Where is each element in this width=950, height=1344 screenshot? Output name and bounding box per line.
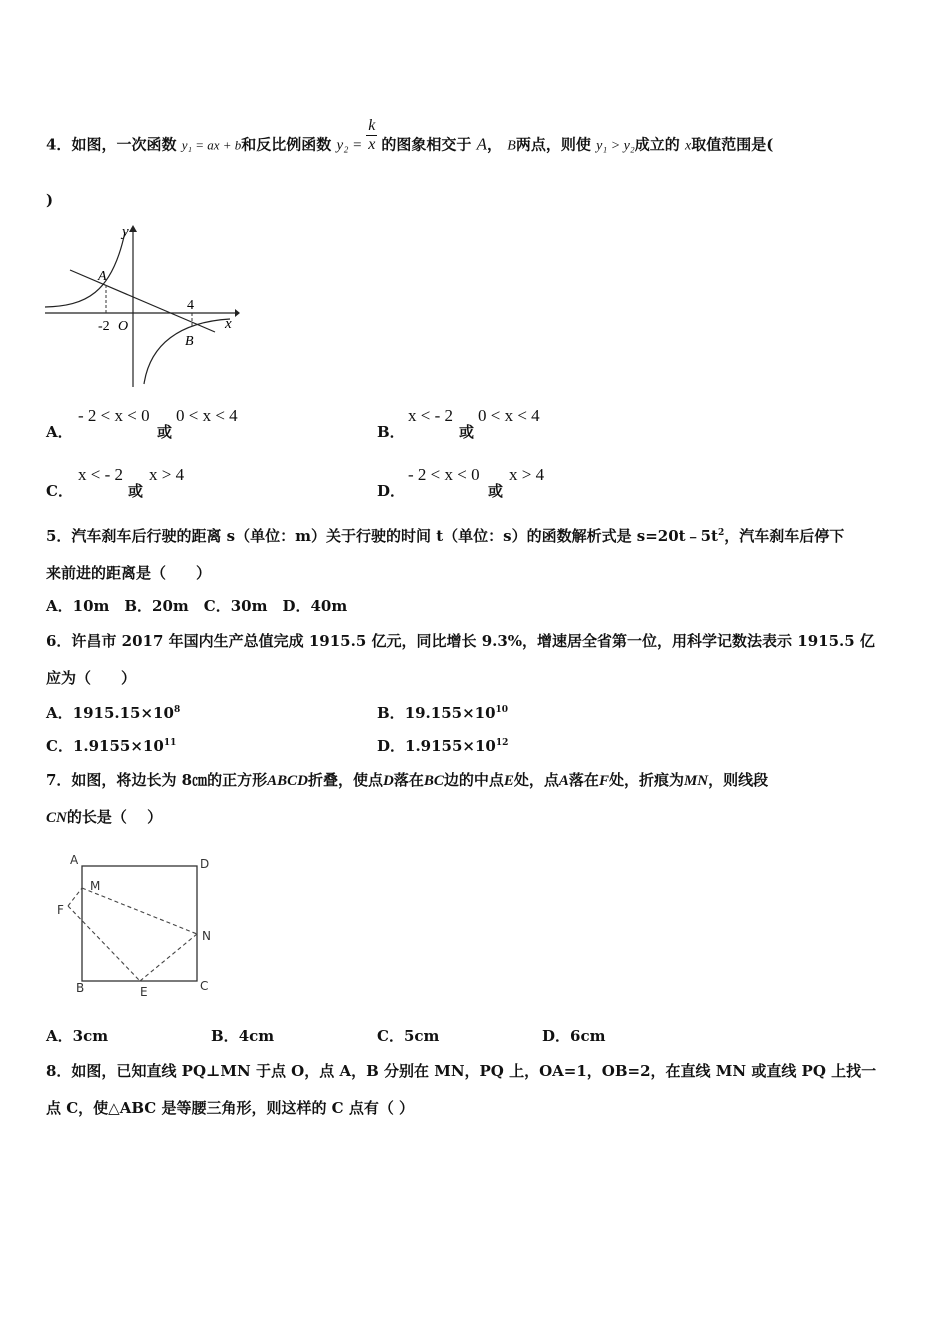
q7-option-d[interactable]: D．6cm (542, 1027, 606, 1045)
label-n: N (202, 929, 211, 943)
x-axis-arrow (235, 309, 240, 317)
q4-number: 4． (46, 135, 72, 154)
inverse-function-fraction: $\frac{k}{x}$ (368, 117, 376, 153)
q4-stem-line1: 4．如图，一次函数 y₁ = ax + b和反比例函数 y₂ = $\frac{k}{x}$ 的图象相交于 A， B两点，则使 y₁ > y₂成立的 x取值范围是( (46, 117, 774, 154)
label-d: D (200, 857, 210, 871)
q6-option-d[interactable]: D．$1.9155\times 10^{12}$ (377, 737, 509, 755)
q4-function-graph (40, 222, 240, 392)
label-b: B (76, 981, 85, 995)
y-axis-arrow (129, 225, 137, 232)
q6-option-b[interactable]: B．$19.155\times 10^{10}$ (377, 704, 509, 722)
label-a: A (70, 853, 79, 867)
q8-stem-line2: 点 C，使△ABC 是等腰三角形，则这样的 C 点有（ ） (46, 1099, 415, 1117)
hyperbola-branch-right (144, 319, 230, 384)
q7-folding-figure (52, 848, 242, 998)
linear-function-formula: y₁ = ax + b (181, 137, 242, 153)
q8-stem-line1: 8．如图，已知直线 PQ⊥MN 于点 O，点 A，B 分别在 MN，PQ 上，OA=1，OB=2，在直线 MN 或直线 PQ 上找一 (46, 1062, 877, 1080)
q5-stem-line1: 5．汽车刹车后行驶的距离 s（单位：m）关于行驶的时间 t（单位：s）的函数解析式是 $s=20t﹣5t^2$，汽车刹车后停下 (46, 527, 845, 545)
q6-stem-line2: 应为（ ） (46, 669, 137, 687)
q6-option-c[interactable]: C．$1.9155\times 10^{11}$ (46, 737, 177, 755)
label-m: M (90, 879, 101, 893)
label-f: F (57, 903, 64, 917)
crease-mn (82, 888, 197, 934)
q6-option-a[interactable]: A．$1915.15\times 10^8$ (46, 704, 181, 722)
y-axis-label: y (122, 224, 129, 240)
segment-fe (68, 906, 140, 981)
four-label: 4 (187, 298, 194, 313)
hyperbola-branch-left (45, 232, 125, 307)
q7-stem-line1: 7．如图，将边长为 8㎝的正方形ABCD折叠，使点D落在BC边的中点E处，点A落在F处，折痕为MN，则线段 (46, 771, 769, 789)
q5-options[interactable]: A．10m B．20m C．30m D．40m (46, 597, 348, 615)
q6-stem-line1: 6．许昌市 2017 年国内生产总值完成 1915.5 亿元，同比增长 9.3%，增速居全省第一位，用科学记数法表示 1915.5 亿 (46, 632, 875, 650)
q4-stem-line2: ) (46, 191, 54, 209)
point-a-label: A (98, 269, 107, 284)
q7-stem-line2: CN的长是（ ） (46, 808, 163, 826)
q7-option-b[interactable]: B．4cm (211, 1027, 275, 1045)
label-e: E (140, 985, 148, 998)
segment-en (140, 934, 197, 981)
inverse-function-lhs: y₂ = (336, 137, 363, 154)
origin-label: O (118, 319, 129, 334)
x-axis-label: x (225, 316, 232, 332)
label-c: C (200, 979, 209, 993)
q7-option-a[interactable]: A．3cm (46, 1027, 109, 1045)
q7-option-c[interactable]: C．5cm (377, 1027, 440, 1045)
condition-formula: y₁ > y₂ (596, 138, 635, 154)
point-b-label: B (185, 334, 194, 349)
segment-fm (68, 888, 82, 906)
q5-stem-line2: 来前进的距离是（ ） (46, 564, 212, 582)
neg2-label: -2 (98, 319, 110, 334)
